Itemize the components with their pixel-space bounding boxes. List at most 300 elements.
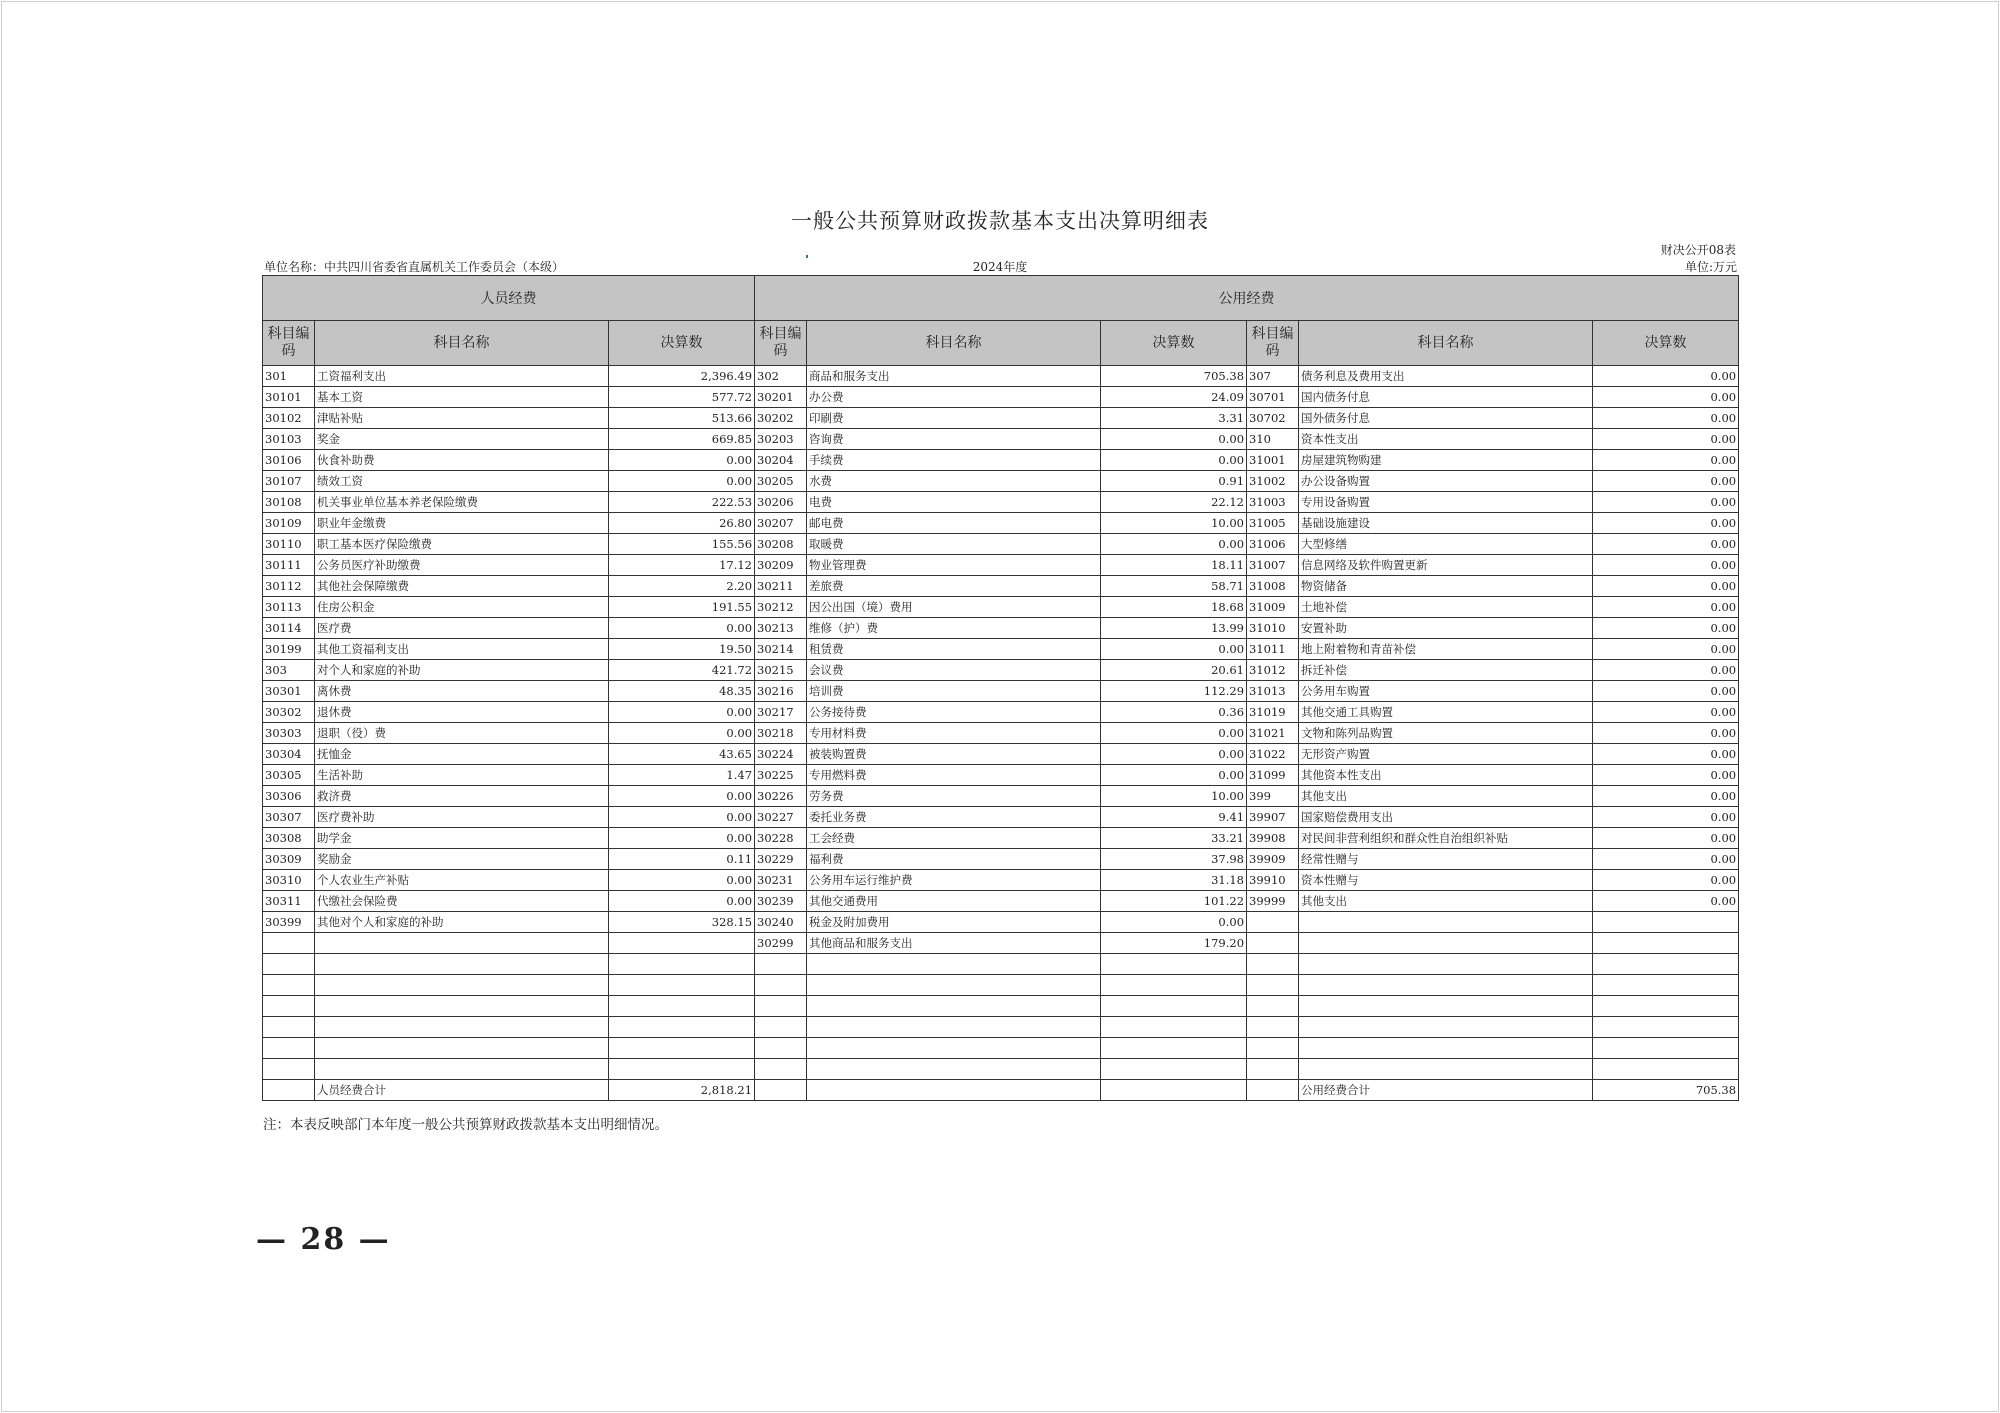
amount-cell: 0.00 — [609, 828, 755, 849]
name-cell: 津贴补贴 — [315, 408, 609, 429]
name-cell: 代缴社会保险费 — [315, 891, 609, 912]
code-cell: 39907 — [1247, 807, 1299, 828]
amount-cell: 0.00 — [1593, 576, 1739, 597]
amount-cell: 0.00 — [1101, 744, 1247, 765]
name-cell: 安置补助 — [1299, 618, 1593, 639]
name-cell: 差旅费 — [807, 576, 1101, 597]
code-cell: 31007 — [1247, 555, 1299, 576]
name-cell: 基本工资 — [315, 387, 609, 408]
code-cell: 30109 — [263, 513, 315, 534]
name-cell: 信息网络及软件购置更新 — [1299, 555, 1593, 576]
table-row — [263, 1059, 1739, 1080]
amount-cell: 33.21 — [1101, 828, 1247, 849]
name-cell: 职业年金缴费 — [315, 513, 609, 534]
name-cell: 办公费 — [807, 387, 1101, 408]
amount-cell: 0.00 — [1593, 492, 1739, 513]
name-cell: 专用设备购置 — [1299, 492, 1593, 513]
amount-cell: 58.71 — [1101, 576, 1247, 597]
name-cell: 文物和陈列品购置 — [1299, 723, 1593, 744]
name-cell: 工会经费 — [807, 828, 1101, 849]
expenditure-table — [262, 275, 1739, 1101]
amount-cell: 3.31 — [1101, 408, 1247, 429]
name-cell — [807, 1038, 1101, 1059]
amount-cell: 705.38 — [1101, 366, 1247, 387]
name-cell: 取暖费 — [807, 534, 1101, 555]
name-cell: 其他交通工具购置 — [1299, 702, 1593, 723]
amount-cell: 179.20 — [1101, 933, 1247, 954]
table-row — [263, 513, 1739, 534]
amount-cell: 0.00 — [1593, 681, 1739, 702]
group-personnel: 人员经费 — [263, 276, 755, 321]
code-cell: 30110 — [263, 534, 315, 555]
code-cell — [755, 1059, 807, 1080]
code-cell: 30701 — [1247, 387, 1299, 408]
name-cell: 对个人和家庭的补助 — [315, 660, 609, 681]
amount-cell: 1.47 — [609, 765, 755, 786]
table-cell — [1101, 1080, 1247, 1101]
amount-cell: 0.00 — [1593, 429, 1739, 450]
unit-name: 单位名称：中共四川省委省直属机关工作委员会（本级） — [264, 260, 565, 274]
amount-cell — [609, 1038, 755, 1059]
table-row — [263, 492, 1739, 513]
code-cell: 30208 — [755, 534, 807, 555]
code-cell: 30216 — [755, 681, 807, 702]
name-cell — [807, 996, 1101, 1017]
amount-cell: 0.00 — [1593, 891, 1739, 912]
name-cell: 电费 — [807, 492, 1101, 513]
name-cell: 拆迁补偿 — [1299, 660, 1593, 681]
code-cell: 30231 — [755, 870, 807, 891]
name-cell: 房屋建筑物购建 — [1299, 450, 1593, 471]
code-cell — [263, 954, 315, 975]
code-cell — [1247, 1038, 1299, 1059]
total-row — [263, 1080, 1739, 1101]
code-cell: 30302 — [263, 702, 315, 723]
code-cell: 30204 — [755, 450, 807, 471]
amount-cell: 0.00 — [1593, 618, 1739, 639]
code-cell — [1247, 975, 1299, 996]
code-cell: 30212 — [755, 597, 807, 618]
amount-cell: 31.18 — [1101, 870, 1247, 891]
name-cell: 工资福利支出 — [315, 366, 609, 387]
name-cell: 其他支出 — [1299, 786, 1593, 807]
name-cell: 税金及附加费用 — [807, 912, 1101, 933]
code-cell: 30305 — [263, 765, 315, 786]
code-cell: 30226 — [755, 786, 807, 807]
table-row — [263, 576, 1739, 597]
code-cell: 30217 — [755, 702, 807, 723]
name-cell: 公务员医疗补助缴费 — [315, 555, 609, 576]
name-cell: 印刷费 — [807, 408, 1101, 429]
table-row — [263, 933, 1739, 954]
amount-cell — [1593, 1059, 1739, 1080]
amount-cell: 0.00 — [609, 471, 755, 492]
code-cell — [755, 996, 807, 1017]
name-cell: 物资储备 — [1299, 576, 1593, 597]
amount-cell: 24.09 — [1101, 387, 1247, 408]
name-cell: 国内债务付息 — [1299, 387, 1593, 408]
amount-cell: 0.00 — [1101, 639, 1247, 660]
amount-cell: 0.00 — [1593, 597, 1739, 618]
form-number: 财决公开08表 — [1660, 243, 1736, 257]
table-cell — [807, 1080, 1101, 1101]
name-cell: 公务接待费 — [807, 702, 1101, 723]
table-row — [263, 723, 1739, 744]
amount-cell: 0.00 — [1593, 387, 1739, 408]
name-cell — [807, 954, 1101, 975]
name-cell: 其他支出 — [1299, 891, 1593, 912]
group-public: 公用经费 — [755, 276, 1739, 321]
code-cell — [263, 975, 315, 996]
name-cell — [807, 1017, 1101, 1038]
document-title: 一般公共预算财政拨款基本支出决算明细表 — [791, 209, 1209, 233]
code-cell: 30399 — [263, 912, 315, 933]
amount-cell: 577.72 — [609, 387, 755, 408]
amount-cell: 0.00 — [1593, 555, 1739, 576]
name-cell: 国外债务付息 — [1299, 408, 1593, 429]
amount-cell: 0.00 — [1593, 870, 1739, 891]
code-cell: 30203 — [755, 429, 807, 450]
amount-cell: 0.00 — [1593, 765, 1739, 786]
amount-cell: 18.68 — [1101, 597, 1247, 618]
code-cell: 30112 — [263, 576, 315, 597]
amount-cell — [1593, 1038, 1739, 1059]
amount-cell — [1593, 975, 1739, 996]
table-row — [263, 891, 1739, 912]
name-cell: 培训费 — [807, 681, 1101, 702]
code-cell: 30307 — [263, 807, 315, 828]
code-cell: 30207 — [755, 513, 807, 534]
name-cell — [1299, 975, 1593, 996]
name-cell — [1299, 933, 1593, 954]
code-cell: 30224 — [755, 744, 807, 765]
code-cell: 31021 — [1247, 723, 1299, 744]
code-cell: 30239 — [755, 891, 807, 912]
amount-cell: 0.00 — [1101, 723, 1247, 744]
name-cell: 退休费 — [315, 702, 609, 723]
code-cell: 39910 — [1247, 870, 1299, 891]
name-cell: 咨询费 — [807, 429, 1101, 450]
code-cell: 30225 — [755, 765, 807, 786]
header-code: 科目编码 — [1247, 321, 1299, 366]
table-row — [263, 534, 1739, 555]
personnel-total-label: 人员经费合计 — [315, 1080, 609, 1101]
amount-cell — [1101, 1017, 1247, 1038]
header-name: 科目名称 — [315, 321, 609, 366]
code-cell: 31003 — [1247, 492, 1299, 513]
table-row — [263, 975, 1739, 996]
table-row — [263, 807, 1739, 828]
code-cell: 31009 — [1247, 597, 1299, 618]
name-cell: 土地补偿 — [1299, 597, 1593, 618]
name-cell: 债务利息及费用支出 — [1299, 366, 1593, 387]
header-code: 科目编码 — [263, 321, 315, 366]
table-row — [263, 912, 1739, 933]
amount-cell — [609, 975, 755, 996]
code-cell: 39999 — [1247, 891, 1299, 912]
name-cell: 对民间非营利组织和群众性自治组织补贴 — [1299, 828, 1593, 849]
amount-cell: 0.00 — [1593, 366, 1739, 387]
code-cell: 30209 — [755, 555, 807, 576]
amount-cell — [1593, 1017, 1739, 1038]
name-cell: 助学金 — [315, 828, 609, 849]
code-cell: 30201 — [755, 387, 807, 408]
amount-cell: 0.00 — [1593, 513, 1739, 534]
personnel-total-value: 2,818.21 — [609, 1080, 755, 1101]
amount-cell: 48.35 — [609, 681, 755, 702]
amount-cell: 10.00 — [1101, 513, 1247, 534]
code-cell: 31022 — [1247, 744, 1299, 765]
amount-cell: 0.00 — [609, 891, 755, 912]
table-row — [263, 555, 1739, 576]
code-cell — [755, 1017, 807, 1038]
code-cell: 30218 — [755, 723, 807, 744]
header-code: 科目编码 — [755, 321, 807, 366]
amount-cell: 0.00 — [1101, 765, 1247, 786]
code-cell: 30101 — [263, 387, 315, 408]
amount-cell: 0.00 — [1101, 450, 1247, 471]
code-cell: 30301 — [263, 681, 315, 702]
amount-cell: 112.29 — [1101, 681, 1247, 702]
table-row — [263, 1017, 1739, 1038]
code-cell: 30102 — [263, 408, 315, 429]
amount-cell — [1593, 933, 1739, 954]
name-cell: 水费 — [807, 471, 1101, 492]
amount-cell: 0.00 — [1593, 660, 1739, 681]
name-cell — [315, 954, 609, 975]
code-cell: 31001 — [1247, 450, 1299, 471]
public-total-value: 705.38 — [1593, 1080, 1739, 1101]
table-row — [263, 828, 1739, 849]
code-cell: 30306 — [263, 786, 315, 807]
name-cell — [315, 1017, 609, 1038]
name-cell: 抚恤金 — [315, 744, 609, 765]
code-cell: 30199 — [263, 639, 315, 660]
code-cell: 30228 — [755, 828, 807, 849]
table-row — [263, 366, 1739, 387]
page-number: — 28 — — [256, 1222, 391, 1257]
code-cell: 30211 — [755, 576, 807, 597]
table-note: 注：本表反映部门本年度一般公共预算财政拨款基本支出明细情况。 — [263, 1117, 668, 1133]
amount-cell: 513.66 — [609, 408, 755, 429]
table-row — [263, 996, 1739, 1017]
code-cell: 30111 — [263, 555, 315, 576]
name-cell: 其他商品和服务支出 — [807, 933, 1101, 954]
code-cell — [263, 1038, 315, 1059]
amount-cell: 17.12 — [609, 555, 755, 576]
code-cell: 31011 — [1247, 639, 1299, 660]
table-row — [263, 849, 1739, 870]
header-amount: 决算数 — [1593, 321, 1739, 366]
code-cell: 30202 — [755, 408, 807, 429]
table-row — [263, 954, 1739, 975]
amount-cell: 0.00 — [1593, 828, 1739, 849]
name-cell: 因公出国（境）费用 — [807, 597, 1101, 618]
amount-cell: 669.85 — [609, 429, 755, 450]
code-cell: 31099 — [1247, 765, 1299, 786]
public-total-label: 公用经费合计 — [1299, 1080, 1593, 1101]
code-cell: 30304 — [263, 744, 315, 765]
amount-cell: 0.00 — [1593, 786, 1739, 807]
code-cell — [755, 954, 807, 975]
code-cell: 307 — [1247, 366, 1299, 387]
name-cell — [1299, 912, 1593, 933]
amount-cell — [609, 954, 755, 975]
code-cell: 31008 — [1247, 576, 1299, 597]
name-cell: 其他社会保障缴费 — [315, 576, 609, 597]
name-cell — [1299, 954, 1593, 975]
amount-cell — [1593, 954, 1739, 975]
table-row — [263, 429, 1739, 450]
name-cell: 地上附着物和青苗补偿 — [1299, 639, 1593, 660]
name-cell — [807, 1059, 1101, 1080]
table-row — [263, 681, 1739, 702]
code-cell — [1247, 996, 1299, 1017]
name-cell: 经常性赠与 — [1299, 849, 1593, 870]
amount-cell: 191.55 — [609, 597, 755, 618]
name-cell: 其他对个人和家庭的补助 — [315, 912, 609, 933]
code-cell: 30229 — [755, 849, 807, 870]
name-cell: 职工基本医疗保险缴费 — [315, 534, 609, 555]
amount-cell: 43.65 — [609, 744, 755, 765]
name-cell: 公务用车运行维护费 — [807, 870, 1101, 891]
code-cell: 30107 — [263, 471, 315, 492]
amount-cell: 0.00 — [609, 723, 755, 744]
code-cell — [1247, 1059, 1299, 1080]
code-cell — [1247, 954, 1299, 975]
code-cell: 30311 — [263, 891, 315, 912]
name-cell: 专用材料费 — [807, 723, 1101, 744]
code-cell — [1247, 912, 1299, 933]
code-cell: 30213 — [755, 618, 807, 639]
name-cell: 物业管理费 — [807, 555, 1101, 576]
name-cell: 其他交通费用 — [807, 891, 1101, 912]
table-row — [263, 639, 1739, 660]
name-cell: 资本性赠与 — [1299, 870, 1593, 891]
code-cell: 30309 — [263, 849, 315, 870]
amount-cell: 0.00 — [1593, 639, 1739, 660]
amount-cell: 0.00 — [1101, 429, 1247, 450]
amount-cell: 0.00 — [609, 786, 755, 807]
table-row — [263, 471, 1739, 492]
code-cell: 30702 — [1247, 408, 1299, 429]
table-row — [263, 618, 1739, 639]
name-cell — [315, 1038, 609, 1059]
name-cell: 大型修缮 — [1299, 534, 1593, 555]
header-amount: 决算数 — [1101, 321, 1247, 366]
table-row — [263, 765, 1739, 786]
table-row — [263, 450, 1739, 471]
name-cell: 其他工资福利支出 — [315, 639, 609, 660]
amount-cell: 18.11 — [1101, 555, 1247, 576]
code-cell: 30303 — [263, 723, 315, 744]
code-cell: 30299 — [755, 933, 807, 954]
amount-cell: 0.00 — [1593, 471, 1739, 492]
code-cell: 303 — [263, 660, 315, 681]
name-cell: 委托业务费 — [807, 807, 1101, 828]
code-cell — [755, 1038, 807, 1059]
code-cell: 30106 — [263, 450, 315, 471]
table-meta — [263, 258, 1737, 274]
name-cell — [315, 1059, 609, 1080]
name-cell: 退职（役）费 — [315, 723, 609, 744]
code-cell: 30108 — [263, 492, 315, 513]
amount-cell: 20.61 — [1101, 660, 1247, 681]
amount-cell: 101.22 — [1101, 891, 1247, 912]
amount-cell: 37.98 — [1101, 849, 1247, 870]
code-cell: 30206 — [755, 492, 807, 513]
code-cell: 30103 — [263, 429, 315, 450]
name-cell: 劳务费 — [807, 786, 1101, 807]
name-cell: 会议费 — [807, 660, 1101, 681]
amount-cell — [609, 1017, 755, 1038]
amount-cell — [609, 933, 755, 954]
name-cell: 维修（护）费 — [807, 618, 1101, 639]
name-cell — [315, 933, 609, 954]
amount-cell: 0.00 — [1593, 702, 1739, 723]
code-cell: 30215 — [755, 660, 807, 681]
name-cell: 个人农业生产补贴 — [315, 870, 609, 891]
code-cell: 39908 — [1247, 828, 1299, 849]
amount-cell: 328.15 — [609, 912, 755, 933]
name-cell: 福利费 — [807, 849, 1101, 870]
amount-cell: 13.99 — [1101, 618, 1247, 639]
currency-unit: 单位:万元 — [1684, 260, 1737, 274]
code-cell: 31006 — [1247, 534, 1299, 555]
amount-cell: 0.00 — [609, 702, 755, 723]
code-cell — [1247, 933, 1299, 954]
code-cell: 31005 — [1247, 513, 1299, 534]
code-cell: 301 — [263, 366, 315, 387]
name-cell: 其他资本性支出 — [1299, 765, 1593, 786]
amount-cell — [609, 1059, 755, 1080]
amount-cell: 0.00 — [1593, 723, 1739, 744]
amount-cell — [1593, 996, 1739, 1017]
name-cell: 住房公积金 — [315, 597, 609, 618]
name-cell — [807, 975, 1101, 996]
name-cell: 办公设备购置 — [1299, 471, 1593, 492]
table-row — [263, 1038, 1739, 1059]
table-row — [263, 786, 1739, 807]
name-cell: 国家赔偿费用支出 — [1299, 807, 1593, 828]
code-cell: 31012 — [1247, 660, 1299, 681]
table-body — [263, 366, 1739, 1080]
name-cell — [1299, 1059, 1593, 1080]
name-cell: 公务用车购置 — [1299, 681, 1593, 702]
amount-cell: 0.00 — [1593, 534, 1739, 555]
amount-cell: 0.00 — [1593, 408, 1739, 429]
amount-cell — [1101, 1059, 1247, 1080]
amount-cell: 0.00 — [609, 870, 755, 891]
code-cell: 302 — [755, 366, 807, 387]
name-cell — [315, 975, 609, 996]
name-cell — [1299, 1038, 1593, 1059]
code-cell: 30113 — [263, 597, 315, 618]
code-cell: 39909 — [1247, 849, 1299, 870]
amount-cell: 0.00 — [1101, 534, 1247, 555]
code-cell: 30240 — [755, 912, 807, 933]
name-cell: 医疗费 — [315, 618, 609, 639]
table-row — [263, 870, 1739, 891]
code-cell: 30114 — [263, 618, 315, 639]
header-name: 科目名称 — [1299, 321, 1593, 366]
table-row — [263, 597, 1739, 618]
amount-cell: 9.41 — [1101, 807, 1247, 828]
amount-cell: 0.00 — [1101, 912, 1247, 933]
name-cell: 机关事业单位基本养老保险缴费 — [315, 492, 609, 513]
amount-cell: 0.00 — [1593, 807, 1739, 828]
amount-cell — [1101, 1038, 1247, 1059]
